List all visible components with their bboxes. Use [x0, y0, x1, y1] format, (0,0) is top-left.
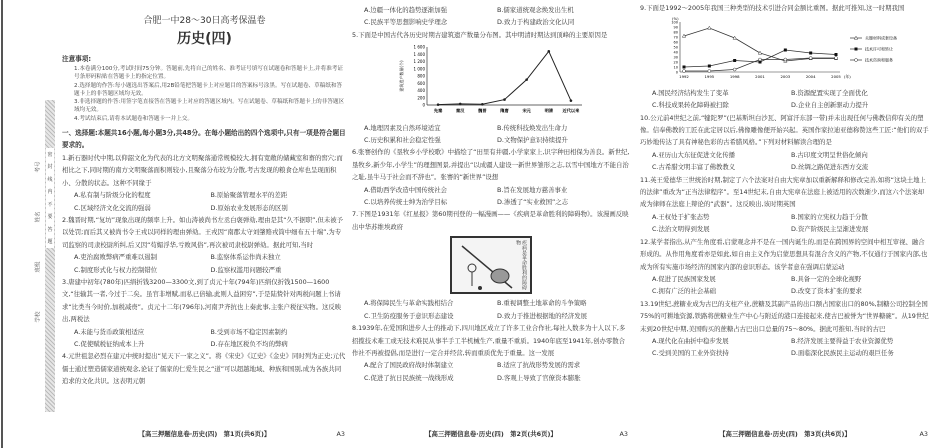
tech-import-line-chart [640, 14, 930, 82]
option[interactable]: B.监察体系运作尚未独立 [210, 253, 281, 262]
page-footer [640, 428, 930, 440]
x-tick-label: 先秦 [433, 108, 443, 114]
seal-char: 密 [47, 151, 53, 158]
y-tick-label: 60 [673, 40, 678, 45]
option[interactable]: C.受到美国的工业外资扶持 [652, 349, 729, 358]
option[interactable]: C.制度形式化与权力控制错位 [74, 265, 158, 274]
option[interactable]: A.王权处于扩张态势 [652, 212, 710, 221]
footer-text: 【高三押题信息卷·历史(四) 第1页(共6页)】 [138, 429, 271, 438]
data-point [708, 65, 711, 68]
x-tick-label: 近代以来 [562, 108, 580, 114]
option[interactable]: D.监察权滥用问题较严重 [210, 265, 282, 274]
y-tick-label: 40 [673, 50, 678, 55]
options [640, 335, 930, 360]
option[interactable]: B.具备一定的全球化视野 [791, 274, 862, 283]
y-tick-label: 80 [673, 30, 678, 35]
x-tick-label: 秦汉 [456, 108, 465, 114]
option[interactable]: A.边疆一体化的趋势逐渐加强 [364, 6, 447, 14]
options [640, 149, 930, 174]
exam-number-label: 考号 [35, 161, 42, 173]
option[interactable]: D.改变了资本扩张的要求 [791, 287, 862, 296]
option[interactable]: D.存在地区税负不均的弊病 [210, 339, 288, 348]
y-tick-label: 90 [673, 25, 678, 30]
x-tick-label: 1992 [679, 74, 689, 80]
option[interactable]: A.亚历山大东征促进文化传播 [652, 150, 735, 159]
seal-strip [45, 100, 55, 412]
footer-code: A3 [336, 429, 345, 438]
data-point [437, 104, 440, 107]
seal-char: 不 [47, 201, 53, 208]
data-point [855, 48, 858, 51]
heritage-line-chart [352, 41, 630, 117]
note-item: 3.非选择题的作答:用签字笔直接答在答题卡上对应的答题区域内。写在试题卷、草稿纸和答题卡上的非答题区域均无效。 [74, 99, 345, 114]
option[interactable]: C.拥有广泛的社会基础 [652, 287, 717, 296]
option[interactable]: B.经济发展主要得益于农业资源优势 [791, 336, 894, 345]
x-tick-label: 2001 [755, 74, 765, 80]
options [640, 273, 930, 298]
option[interactable]: C.促使赋税征纳成本上升 [74, 339, 145, 348]
option[interactable]: B.国家的立宪权力趋于分散 [791, 212, 868, 221]
option[interactable]: A.未能与货币政策相适应 [74, 327, 145, 336]
data-point [784, 49, 787, 52]
data-point [733, 68, 736, 71]
seal-char: 封 [47, 164, 53, 171]
options [640, 87, 930, 112]
question-stem: 8.1939年,在爱国和进步人士的推动下,四川地区成立了许多工业合作社,每社人数多为十人以下,多招揽技术难工或无技术难民从事半手工半机械生产,重量不重质。1940年底至1941年,创办零散合作社不再被提倡,而是进行一定合并经营,转而重质优先于重量。这一发展 [352, 324, 626, 357]
option[interactable]: B.原始聚落管理水平的差距 [210, 191, 288, 200]
option[interactable]: B.儒家道统观念焕发出生机 [497, 6, 574, 14]
option[interactable]: D.渗透了“实业救国”之志 [497, 198, 569, 207]
option[interactable]: B.重视调整土地革命的斗争策略 [497, 299, 587, 308]
option[interactable]: D.丝绸之路促进东西方交流 [791, 163, 869, 172]
y-tick-label: 1 200 [413, 59, 425, 65]
options [62, 326, 347, 351]
seal-char: 线 [47, 176, 53, 183]
options [352, 4, 630, 29]
options [352, 184, 630, 209]
data-point [547, 50, 550, 53]
y-axis-label: 建筑遗产数量(个) [399, 60, 404, 92]
question-stem: 13.19世纪,蔗糖业成为古巴的支柱产业,蔗糖及其副产品的出口额占国家出口的80%,制糖公司控制全国75%的可耕地资源,铁路将蔗糖业生产中心与附近的港口连接起来,使古巴被誉为“世界糖碗”。从19世纪末到20世纪中期,美国购买的蔗糖占古巴出口总量的75～80%。据此可推知,当时的古巴 [640, 299, 929, 333]
option[interactable]: C.法治文明得到发展 [652, 225, 710, 234]
footer-code: A3 [619, 429, 628, 438]
notes-title: 注意事项: [62, 55, 92, 63]
data-point [570, 100, 573, 103]
option[interactable]: B.资源配置实现了全面优化 [791, 88, 868, 97]
question-stem: 5.下面是中国古代各历史时期古建筑遗产数量分布图。其中明清时期达到顶峰的主要原因是 [352, 30, 608, 39]
option[interactable]: A.促进了民族国家发展 [652, 274, 716, 283]
y-tick-label: 1 600 [413, 44, 425, 50]
x-tick-label: 魏晋 [478, 108, 487, 114]
data-point [784, 58, 787, 61]
options [640, 211, 930, 236]
question-block [640, 112, 930, 174]
data-point [708, 70, 711, 73]
legend-label: 关键材料成套设备 [865, 35, 897, 41]
data-point [759, 58, 762, 61]
option[interactable]: D.客观上导致了官僚资本膨胀 [497, 373, 581, 382]
page-edge [1, 0, 3, 448]
exam-subtitle: 合肥一中28～30日高考保温卷 [143, 16, 266, 26]
option[interactable]: A.将保障民生与革命实践相结合 [364, 299, 454, 308]
question-block [62, 214, 347, 276]
option[interactable]: B.适应了抗战形势发展的需求 [497, 361, 581, 370]
note-item: 2.选择题的作答:每小题选出答案后,用2B铅笔把答题卡上对应题目的答案标号涂黑。写在试题卷、草稿纸和答题卡上的非答题区域均无效。 [74, 82, 343, 97]
question-block [640, 236, 930, 298]
data-point [459, 103, 462, 106]
option[interactable]: C.民族平等思想影响史学理念 [364, 18, 448, 27]
option[interactable]: C.科技成果转化障碍被扫除 [652, 101, 729, 110]
options [62, 189, 347, 214]
note-item: 1.本卷满分100分,考试时间75分钟。答题前,先将自己的姓名、准考证号填写在试题卷和答题卡上,并将准考证号条形码粘贴在答题卡上的指定位置。 [74, 66, 343, 81]
legend-label: 技术许可和转让 [865, 46, 893, 52]
option[interactable]: A.国民经济结构发生了变革 [652, 88, 729, 97]
option[interactable]: D.资产阶级民主呈渐进发展 [791, 225, 869, 234]
name-label: 姓名 [35, 211, 42, 223]
data-point [855, 59, 858, 62]
y-tick-label: 100 [671, 20, 678, 25]
data-point [708, 27, 711, 30]
binding-margin [0, 0, 58, 448]
note-item: 4.考试结束后,请将本试题卷和答题卡一并上交。 [74, 115, 193, 122]
question-stem: 10.公元前4世纪之前,“犍陀罗”(巴基斯坦白沙瓦、阿富汗东部一带)并未出现任何与佛教信仰有关的塑像。信奉佛教的工匠在此定居以后,佛像雕像便开始兴起。英国作家拉迪亚德称赞这些工匠:“他们的双手巧妙地传达了具有神秘色彩的古希腊风格。”下列对材料解读合理的是 [640, 113, 929, 147]
class-label: 班级 [35, 261, 42, 273]
option[interactable]: D.面临深化民族民主运动的艰巨任务 [791, 349, 894, 358]
option[interactable]: C.以培养传统士绅为治学目标 [364, 198, 448, 207]
seal-char: 题 [47, 239, 53, 246]
options [352, 297, 630, 322]
option[interactable]: A.私有制与阶级分化的程度 [74, 191, 151, 200]
question-stem: 11.英王爱德华三世统治时期,制定了六个法案对自由大宪章加以重新解释和修改完善,如将“这块土地上的法律”重改为“正当法律程序”。至14世纪末,自由大宪章在法庭上被适用的次数渐少,而这六个法案却成为律师在法庭上辩论的“武器”。这反映出,该时期英国 [640, 175, 926, 209]
legend-label: 技术咨询和服务 [865, 57, 893, 63]
option[interactable]: A.地理因素及自然环境适宜 [364, 123, 441, 132]
cartoon-image [450, 236, 532, 294]
section-heading: 一、选择题:本题共16小题,每小题3分,共48分。在每小题给出的四个选项中,只有一项是符合题目要求的。 [62, 129, 346, 150]
x-tick-label: 2004 [805, 74, 816, 80]
x-tick-label: 2003 [780, 74, 791, 80]
option[interactable]: A.现代化在曲折中稳步发展 [652, 336, 729, 345]
y-tick-label: 50 [673, 45, 678, 50]
data-point [481, 103, 484, 106]
footer-text: 【高三押题信息卷·历史(四) 第3页(共6页)】 [719, 429, 851, 438]
question-block [352, 322, 630, 384]
y-tick-label: 70 [673, 35, 678, 40]
question-stem: 1.新石器时代中期,以仰韶文化为代表的北方文明聚落通常规模较大,拥有宽敞的储藏室和畜的窖穴;而相比之下,同时期的南方文明聚落面积则较小,且聚落分布较为分散,考古发现的粮食仓库也呈现面积小、分散的状态。这种不同缘于 [62, 153, 343, 187]
footer-text: 【高三押题信息卷·历史(四) 第2页(共6页)】 [425, 429, 557, 438]
page-1 [62, 0, 347, 448]
question-stem: 6.张謇创作的《垦牧乡小学校歌》中描绘了“田里有井疆,小学家家上,识字种田相保为善良。新世纪,垦牧乡,新少年,小学生”的理想图景,并提出“以成疆人建设一新世界雏形之志,以雪中国地方不能自治之耻,虽牛马于社会而不辞也”。张謇的“新世界”设想 [352, 148, 630, 182]
question-stem: 2.魏晋时期,“复坊”现象出现的频率上升。如山涛被尚书左丞白褒弹劾,理由是其“久不据职”,但未被予以处罚;而后其又被尚书令王戎以同样的理由弹劾。王戎因“南郡太守刘肇赂戎筒中细布五十端”,为专司监察的司隶校尉所纠,后又因“苟媚浮华,亏败风俗”,再次被司隶校尉弹劾。据此可知,当时 [62, 215, 344, 249]
question-block [62, 276, 347, 350]
question-block [640, 298, 930, 360]
option[interactable]: C.古希腊文明丰富了佛教教义 [652, 163, 736, 172]
y-tick-label: 30 [673, 55, 678, 60]
option[interactable]: D.企业自主创新驱动力提升 [791, 101, 869, 110]
seal-char: 内 [47, 189, 53, 196]
cartoon-caption: 疾病是革命胜利的障碍物 [515, 240, 527, 291]
data-point [683, 70, 686, 73]
x-axis-label: (年) [844, 74, 851, 80]
question-stem: 4.元世祖忽必烈在建元中统时提出“见天下一家之义”。将《宋史》《辽史》《金史》同时列为正史;元代儒士通过塑造儒家道统观念,论证了儒家的仁爱生民之“道”可以超越地域、种族和国别,成为各族共同追求的文化共识。这表明元朝 [62, 352, 346, 386]
y-tick-label: 800 [417, 73, 425, 79]
page-3 [640, 0, 930, 448]
data-point [835, 53, 838, 56]
y-tick-label: 200 [417, 95, 425, 101]
seal-char: 要 [47, 214, 53, 221]
y-tick-label: 1 400 [413, 51, 425, 57]
option[interactable]: D.致力于推进根据地的经济发展 [497, 311, 588, 320]
option[interactable]: B.受到市场不稳定因素制约 [210, 327, 288, 336]
option[interactable]: D.原始农业发展形态的区别 [210, 203, 288, 212]
series-line [684, 28, 836, 61]
exam-title: 历史(四) [177, 31, 232, 47]
page-2 [352, 0, 630, 448]
data-point [835, 57, 838, 60]
footer-code: A3 [919, 429, 928, 438]
data-point [733, 59, 736, 62]
option[interactable]: D.致力于构建政治文化认同 [497, 18, 575, 27]
x-tick-label: 2005 [831, 74, 841, 80]
school-label: 学校 [35, 311, 42, 323]
y-axis-label: (%) [672, 16, 679, 22]
y-tick-label: 400 [417, 88, 425, 94]
page-footer [352, 428, 630, 440]
data-point [503, 98, 506, 101]
seal-line-text [46, 148, 54, 248]
x-tick-label: 1998 [729, 74, 740, 80]
option[interactable]: C.卫生防疫服务于意识形态建设 [364, 311, 454, 320]
question-stem: 7.下图是1931年《红星报》第60期刊登的一幅漫画——《疾病是革命胜利的障碍物》。该漫画反映出中华苏维埃政府 [352, 210, 629, 231]
question-stem: 3.唐建中初年(780年)匹绢折钱3200—3300文,到了贞元十年(794年)匹绢仅折钱1500—1600文,“往输其一者,今过于二矣。虽官非增赋,而私已倍输,此则人益困穷”,于是陆贽针对两税问题上书请求“比类当今时价,加税减赍”。贞元十二年(796年),河南尹齐抗也上奏此事,主张户税征实物。这反映出,两税法 [62, 277, 342, 324]
option[interactable]: B.旨在发展地方慈善事业 [497, 185, 568, 194]
option[interactable]: A.配合了国民政府战时体制建立 [364, 361, 454, 370]
x-tick-label: 明清 [544, 108, 553, 114]
series-line [438, 52, 571, 105]
question-stem: 9.下面是1992～2005年我国三种类型的技术引进合同金额比重图。据此可推知,这一时期我国 [640, 4, 905, 12]
options [62, 251, 347, 276]
data-point [809, 52, 812, 55]
seal-char: 答 [47, 226, 53, 233]
y-tick-label: 1 000 [413, 66, 425, 72]
option[interactable]: C.区域经济文化交流的强弱 [74, 203, 151, 212]
option[interactable]: B.古印度文明呈世俗化倾向 [791, 150, 868, 159]
question-block [62, 152, 347, 214]
question-block [352, 146, 630, 208]
x-tick-label: 隋唐 [500, 108, 509, 114]
option[interactable]: C.促进了抗日民族统一战线形成 [364, 373, 454, 382]
y-tick-label: 0 [675, 70, 678, 75]
option[interactable]: A.借助西学改造中国传统社会 [364, 185, 447, 194]
option[interactable]: C.历史积累和社会稳定性强 [364, 136, 441, 145]
question-stem: 12.某学者指出,从产生角度看,启蒙观念并不是在一国内诞生的,而是在跨国界的空间中相互审视、融合形成的。从作用角度看亦是如此,如自由主义作为启蒙思想具有混合含义的产物,不仅通行于国家内部,也成为所有实施市场经济的国家内部的意识形态。该学者意在强调启蒙运动 [640, 237, 928, 271]
option[interactable]: D.文物保护意识持续提升 [497, 136, 568, 145]
x-tick-label: 1995 [704, 74, 715, 80]
options [352, 122, 630, 147]
y-tick-label: 10 [673, 65, 678, 70]
options [352, 359, 630, 384]
y-tick-label: 600 [417, 80, 425, 86]
y-tick-label: 0 [422, 102, 425, 108]
option[interactable]: A.吏治腐败弊病严重难以遏制 [74, 253, 157, 262]
data-point [809, 57, 812, 60]
data-point [525, 79, 528, 82]
data-point [683, 66, 686, 69]
y-tick-label: 20 [673, 60, 678, 65]
option[interactable]: B.传统科技焕发出生命力 [497, 123, 568, 132]
x-tick-label: 宋元 [522, 108, 531, 114]
question-block [640, 174, 930, 236]
page-footer [62, 428, 347, 440]
